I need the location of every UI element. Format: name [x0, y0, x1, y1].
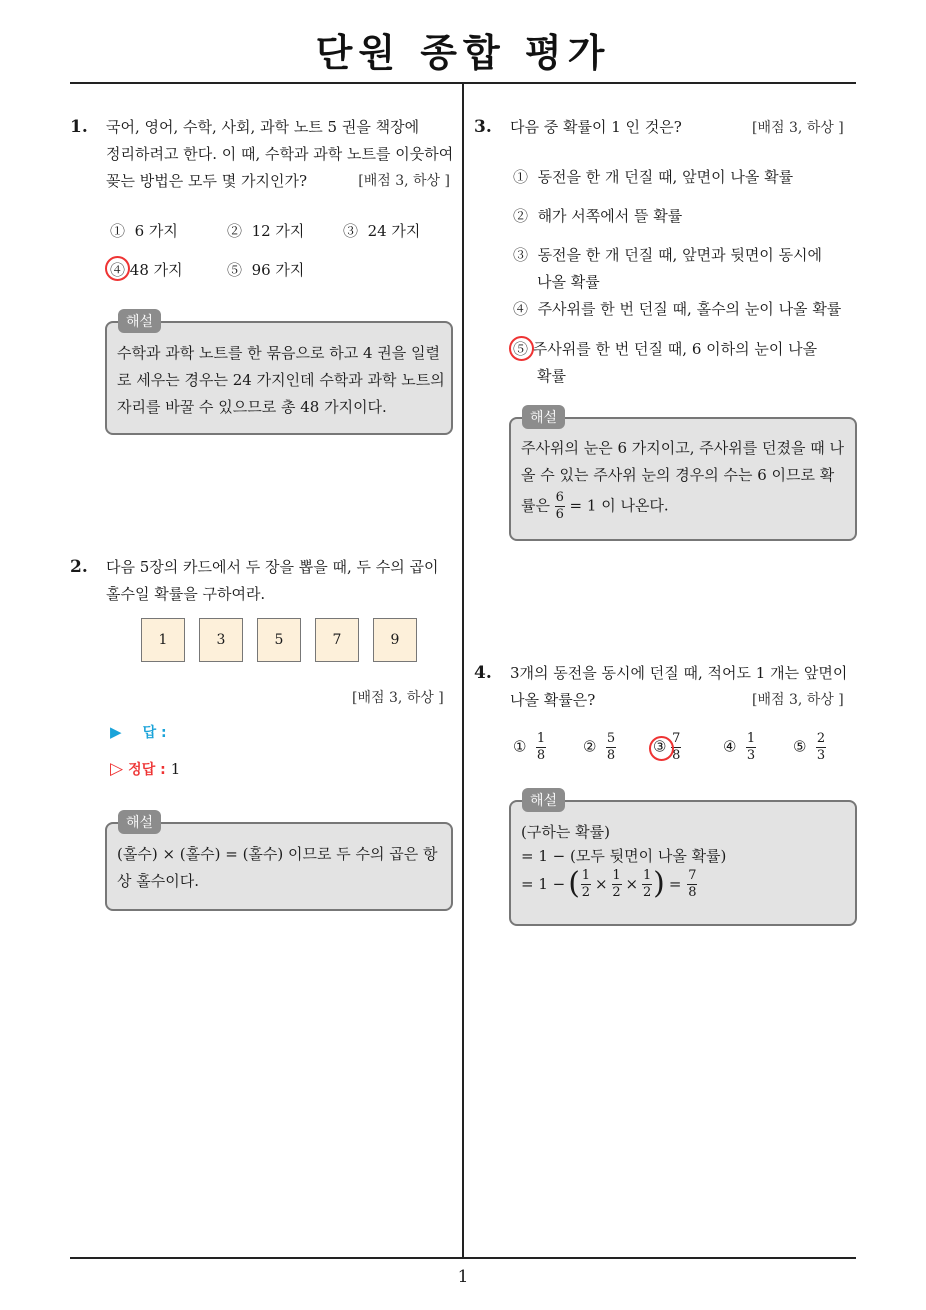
question-line: 나올 확률은?: [510, 691, 596, 709]
q3-choice-2[interactable]: ② 해가 서쪽에서 뜰 확률: [513, 207, 683, 225]
q4-choice-2[interactable]: ② $\frac{5}{8}$: [583, 731, 616, 763]
question-1-score: [배점 3, 하상 ]: [358, 173, 450, 189]
question-1-number: 1.: [70, 117, 88, 137]
footer-rule: [70, 1257, 856, 1259]
q4-choice-1[interactable]: ① $\frac{1}{8}$: [513, 731, 546, 763]
correct-answer-row: [110, 759, 180, 779]
q3-choice-4[interactable]: ④ 주사위를 한 번 던질 때, 홀수의 눈이 나올 확률: [513, 300, 842, 318]
q1-choice-4[interactable]: ④ 48 가지: [110, 261, 183, 279]
q1-choice-5[interactable]: ⑤ 96 가지: [227, 261, 305, 279]
q3-explanation-text: 주사위의 눈은 6 가지이고, 주사위를 던졌을 때 나 올 수 있는 주사위 눈의 경우의 수는 6 이므로 확 률은 $\frac{6}{6}$ = 1 이 나온다.: [521, 439, 844, 522]
question-1-text: [106, 114, 456, 195]
question-4-score: [배점 3, 하상 ]: [752, 692, 844, 708]
number-card: 9: [373, 618, 417, 662]
question-line: 다음 5장의 카드에서 두 장을 뽑을 때, 두 수의 곱이: [106, 558, 439, 576]
q4-choice-4[interactable]: ④ $\frac{1}{3}$: [723, 731, 756, 763]
page-number: 1: [457, 1267, 469, 1287]
question-4-number: 4.: [474, 663, 492, 683]
answer-mark-circle-icon: [649, 736, 674, 761]
answer-row: [110, 722, 167, 742]
question-line: 정리하려고 한다. 이 때, 수학과 과학 노트를 이웃하여: [106, 145, 454, 163]
q1-choice-3[interactable]: ③ 24 가지: [343, 222, 421, 240]
answer-label: 답 :: [142, 725, 167, 741]
number-card: 5: [257, 618, 301, 662]
left-paren: (: [568, 866, 580, 901]
question-2-score: [배점 3, 하상 ]: [352, 690, 444, 706]
q2-explanation-tag: 해설: [118, 810, 161, 834]
outline-arrow-icon: ▷: [110, 759, 124, 779]
number-card: 1: [141, 618, 185, 662]
q4-choice-5[interactable]: ⑤ $\frac{2}{3}$: [793, 731, 826, 763]
number-card: 3: [199, 618, 243, 662]
q2-explanation-text: (홀수) × (홀수) = (홀수) 이므로 두 수의 곱은 항 상 홀수이다.: [117, 845, 438, 890]
q1-choice-2[interactable]: ② 12 가지: [227, 222, 305, 240]
q4-explanation-text: (구하는 확률) = 1 − (모두 뒷면이 나올 확률) = 1 − ( $\frac{1}{2}$ × $\frac{1}{2}$ × $\frac{1}{2}$ ) = $\frac{7}{8}$: [521, 823, 727, 901]
answer-mark-circle-icon: [105, 256, 130, 281]
q3-choice-1[interactable]: ① 동전을 한 개 던질 때, 앞면이 나올 확률: [513, 168, 794, 186]
fraction: $\frac{6}{6}$: [555, 490, 564, 522]
answer-mark-circle-icon: [509, 336, 534, 361]
question-line: 국어, 영어, 수학, 사회, 과학 노트 5 권을 책장에: [106, 118, 420, 136]
question-line: 홀수일 확률을 구하여라.: [106, 585, 266, 603]
q3-choice-5[interactable]: ⑤ 주사위를 한 번 던질 때, 6 이하의 눈이 나올 확률: [513, 340, 818, 385]
question-2-text: [106, 554, 456, 608]
q1-explanation-tag: 해설: [118, 309, 161, 333]
question-line: 3개의 동전을 동시에 던질 때, 적어도 1 개는 앞면이: [510, 664, 848, 682]
q1-choice-1[interactable]: ① 6 가지: [110, 222, 178, 240]
question-2-number: 2.: [70, 557, 88, 577]
page-title: 단원 종합 평가: [315, 31, 611, 75]
q3-choice-3[interactable]: ③ 동전을 한 개 던질 때, 앞면과 뒷면이 동시에 나올 확률: [513, 246, 823, 291]
play-arrow-icon: ▶: [110, 723, 122, 741]
question-3-number: 3.: [474, 117, 492, 137]
correct-answer-label: 정답 :: [128, 762, 166, 778]
q4-explanation-tag: 해설: [522, 788, 565, 812]
q1-explanation-text: 수학과 과학 노트를 한 묶음으로 하고 4 권을 일렬 로 세우는 경우는 24 가지인데 수학과 과학 노트의 자리를 바꿀 수 있으므로 총 48 가지이다.: [117, 344, 445, 416]
column-divider: [462, 84, 464, 1258]
number-card: 7: [315, 618, 359, 662]
correct-answer-value: 1: [170, 760, 181, 778]
q4-choice-3[interactable]: ③ $\frac{7}{8}$: [653, 731, 681, 763]
right-paren: ): [653, 866, 665, 901]
question-3-score: [배점 3, 하상 ]: [752, 120, 844, 136]
q3-explanation-tag: 해설: [522, 405, 565, 429]
question-line: 꽂는 방법은 모두 몇 가지인가?: [106, 172, 307, 190]
question-4-text: [510, 660, 860, 714]
question-3-text: 다음 중 확률이 1 인 것은?: [510, 118, 682, 136]
